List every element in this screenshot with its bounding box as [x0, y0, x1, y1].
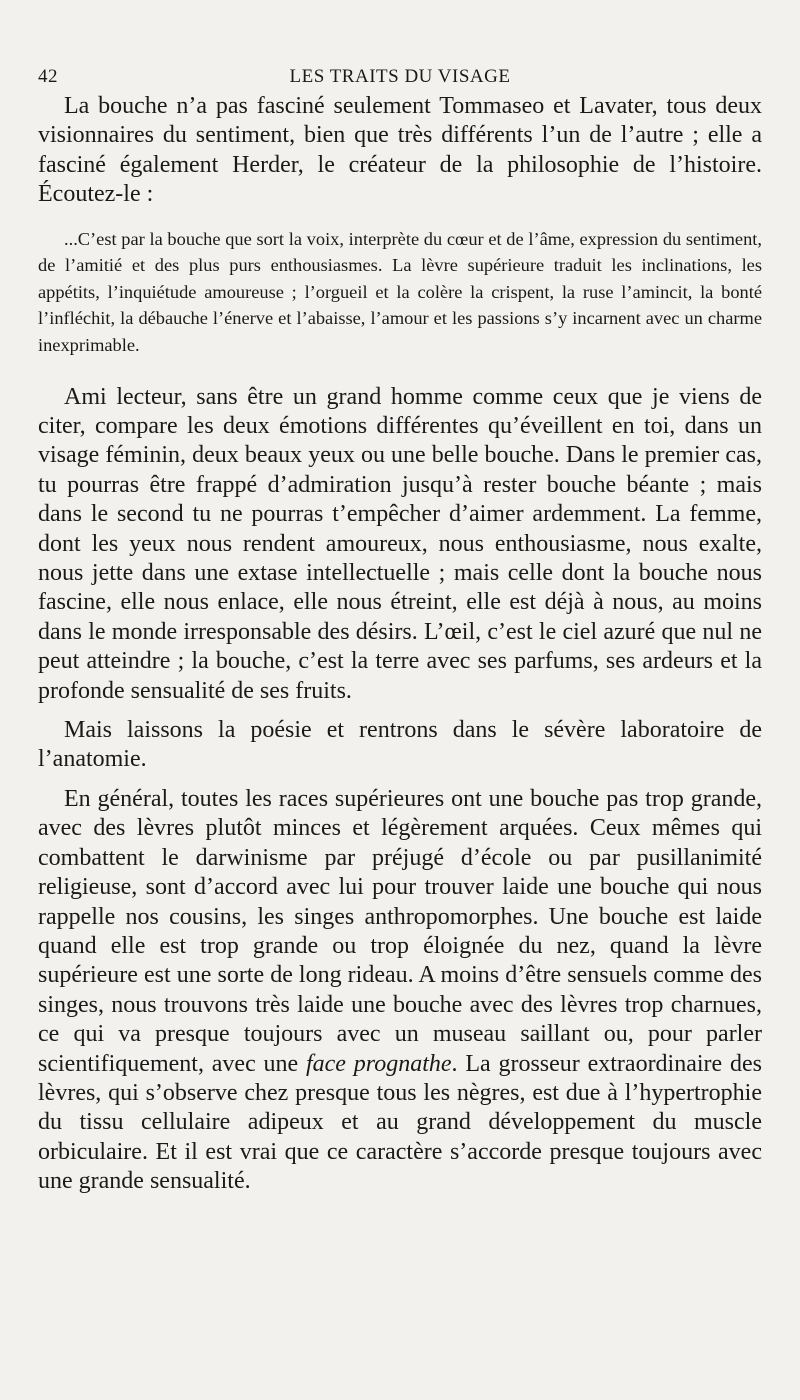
body-text — [38, 92, 762, 1197]
page-header — [38, 62, 762, 92]
paragraph-text-part: . La grosseur extraordinaire des lèvres, qui s’observe chez presque tous les nègres, est due à l’hypertrophie du tissu cellulaire adipeux et au grand développement du muscle orbiculaire. Et il est vrai que ce caractère s’accorde presque toujours avec une grande sensualité. — [38, 1050, 762, 1195]
running-title: LES TRAITS DU VISAGE — [289, 66, 511, 87]
paragraph-text-part: En général, toutes les races supérieures ont une bouche pas trop grande, avec des lèvres plutôt minces et légèrement arquées. Ceux mêmes qui combattent le darwinisme par préjugé d’école ou par pusillanimité religieuse, sont d’accord avec lui pour trouver laide une bouche qui nous rappelle nos cousins, les singes anthropomorphes. Une bouche est laide quand elle est trop grande ou trop éloignée du nez, quand la lèvre supérieure est une sorte de long rideau. A moins d’être sensuels comme des singes, nous trouvons très laide une bouche avec des lèvres trop charnues, ce qui va presque toujours avec un museau saillant ou, pour parler scientifiquement, avec une — [38, 785, 762, 1077]
book-page — [38, 62, 762, 1197]
paragraph-herder-intro: La bouche n’a pas fasciné seulement Tommaseo et Lavater, tous deux visionnaires du sentiment, bien que très différents l’un de l’autre ; elle a fasciné également Herder, le créateur de la philosophie de l’histoire. Écoutez-le : — [38, 93, 762, 208]
paragraph-races-superieures — [38, 785, 762, 1197]
quote-text: ...C’est par la bouche que sort la voix, interprète du cœur et de l’âme, expression du sentiment, de l’amitié et des plus purs enthousiasmes. La lèvre supérieure traduit les inclinations, les appétits, l’inquiétude amoureuse ; l’orgueil et la colère la crispent, la ruse l’amincit, la bonté l’infléchit, la débauche l’énerve et l’abaisse, l’amour et les passions s’y incarnent avec un charme inexprimable. — [38, 228, 762, 355]
paragraph-ami-lecteur: Ami lecteur, sans être un grand homme comme ceux que je viens de citer, compare les deux émotions différentes qu’éveillent en toi, dans un visage féminin, deux beaux yeux ou une belle bouche. Dans le premier cas, tu pourras être frappé d’admiration jusqu’à rester bouche béante ; mais dans le second tu ne pourras t’empêcher d’aimer ardemment. La femme, dont les yeux nous rendent amoureux, nous enthousiasme, nous exalte, nous jette dans une extase intellectuelle ; mais celle dont la bouche nous fascine, elle nous enlace, elle nous étreint, elle est déjà à nous, au moins dans le monde irresponsable des désirs. L’œil, c’est le ciel azuré que nul ne peut atteindre ; la bouche, c’est la terre avec ses parfums, ses ardeurs et la profonde sensualité de ses fruits. — [38, 383, 762, 704]
block-quote — [38, 226, 762, 359]
paragraph-laboratoire: Mais laissons la poésie et rentrons dans le sévère laboratoire de l’anatomie. — [38, 717, 762, 773]
italic-term: face prognathe — [305, 1050, 452, 1077]
page-number: 42 — [38, 66, 58, 87]
